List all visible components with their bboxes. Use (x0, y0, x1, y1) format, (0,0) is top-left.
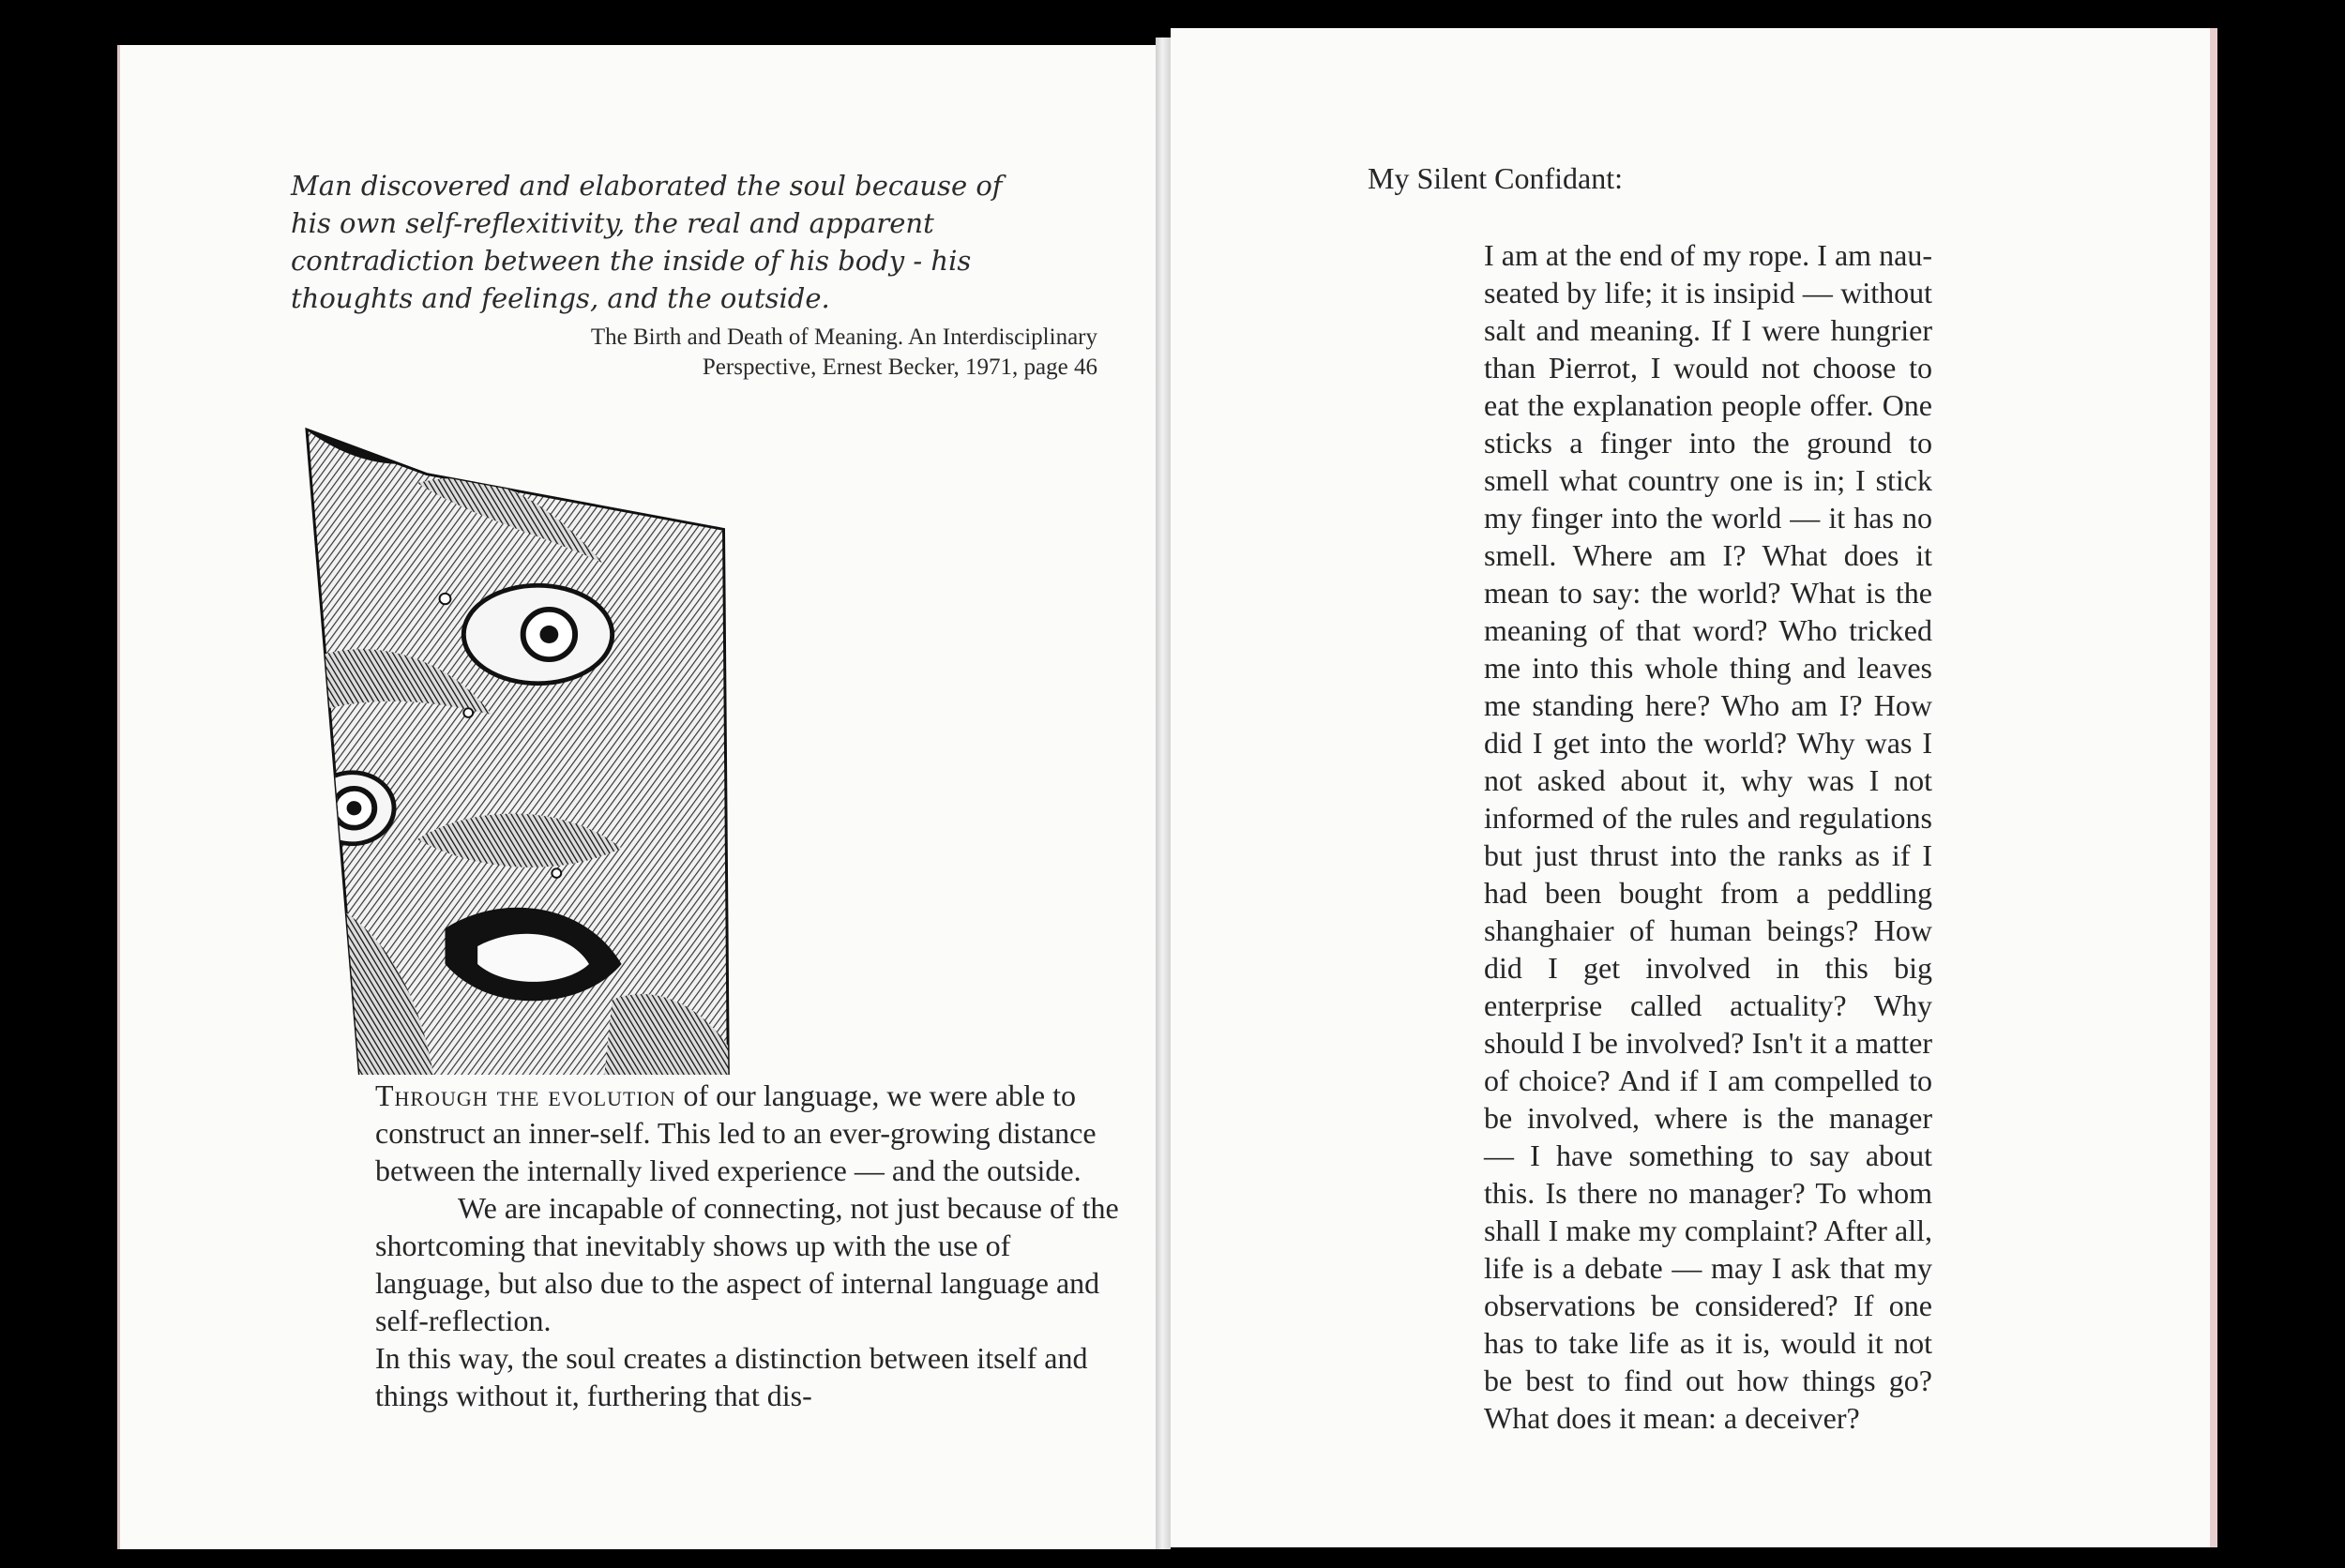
paragraph-3: In this way, the soul creates a distinction between itself and things without it, furthering that dis- (375, 1341, 1088, 1412)
right-page (1171, 28, 2210, 1547)
letter-heading: My Silent Confidant: (1368, 161, 1623, 195)
left-page (120, 45, 1156, 1549)
paragraph-1-rest: of our language, we were able to construct an inner-self. This led to an ever-growing distance between the internally lived experience — and the outside. (375, 1078, 1097, 1187)
page-edge (2210, 28, 2217, 1547)
book-gutter (1156, 38, 1171, 1549)
paragraph-1 (375, 1077, 1126, 1189)
paragraph-2: We are incapable of connecting, not just because of the shortcoming that inevitably shows up with the use of language, but also due to the aspect of internal language and self-reflection. (375, 1191, 1119, 1337)
left-body-text (375, 1077, 1126, 1414)
comic-face-illustration (298, 381, 730, 1075)
paragraph-1-lead: Through the evolution (375, 1078, 676, 1112)
citation-line-1: The Birth and Death of Meaning. An Interdisciplinary (590, 324, 1097, 350)
citation-line-2: Perspective, Ernest Becker, 1971, page 46 (702, 354, 1097, 380)
letter-body: I am at the end of my rope. I am nauseated by life; it is insipid — without salt and meaning. If I were hungrier than Pierrot, I would not choose to eat the explanation people offer. One sticks a finger into the ground to smell what country one is in; I stick my finger into the world — it has no smell. Where am I? What does it mean to say: the world? What is the meaning of that word? Who tricked me into this whole thing and leaves me standing here? Who am I? How did I get into the world? Why was I not asked about it, why was I not informed of the rules and regulations but just thrust into the ranks as if I had been bought from a peddling shanghaier of human beings? How did I get involved in this big enterprise called actuality? Why should I be involved? Isn't it a matter of choice? And if I am compelled to be involved, where is the manager — I have something to say about this. Is there no manager? To whom shall I make my complaint? After all, life is a debate — may I ask that my observations be considered? If one has to take life as it is, would it not be best to find out how things go? What does it mean: a deceiver? (1484, 238, 1932, 1435)
epigraph-quote: Man discovered and elaborated the soul because of his own self-reflexitivity, the real and apparent contradiction between the inside of his body - his thoughts and feelings, and the outside. (291, 170, 1003, 314)
epigraph-citation (392, 323, 1097, 383)
